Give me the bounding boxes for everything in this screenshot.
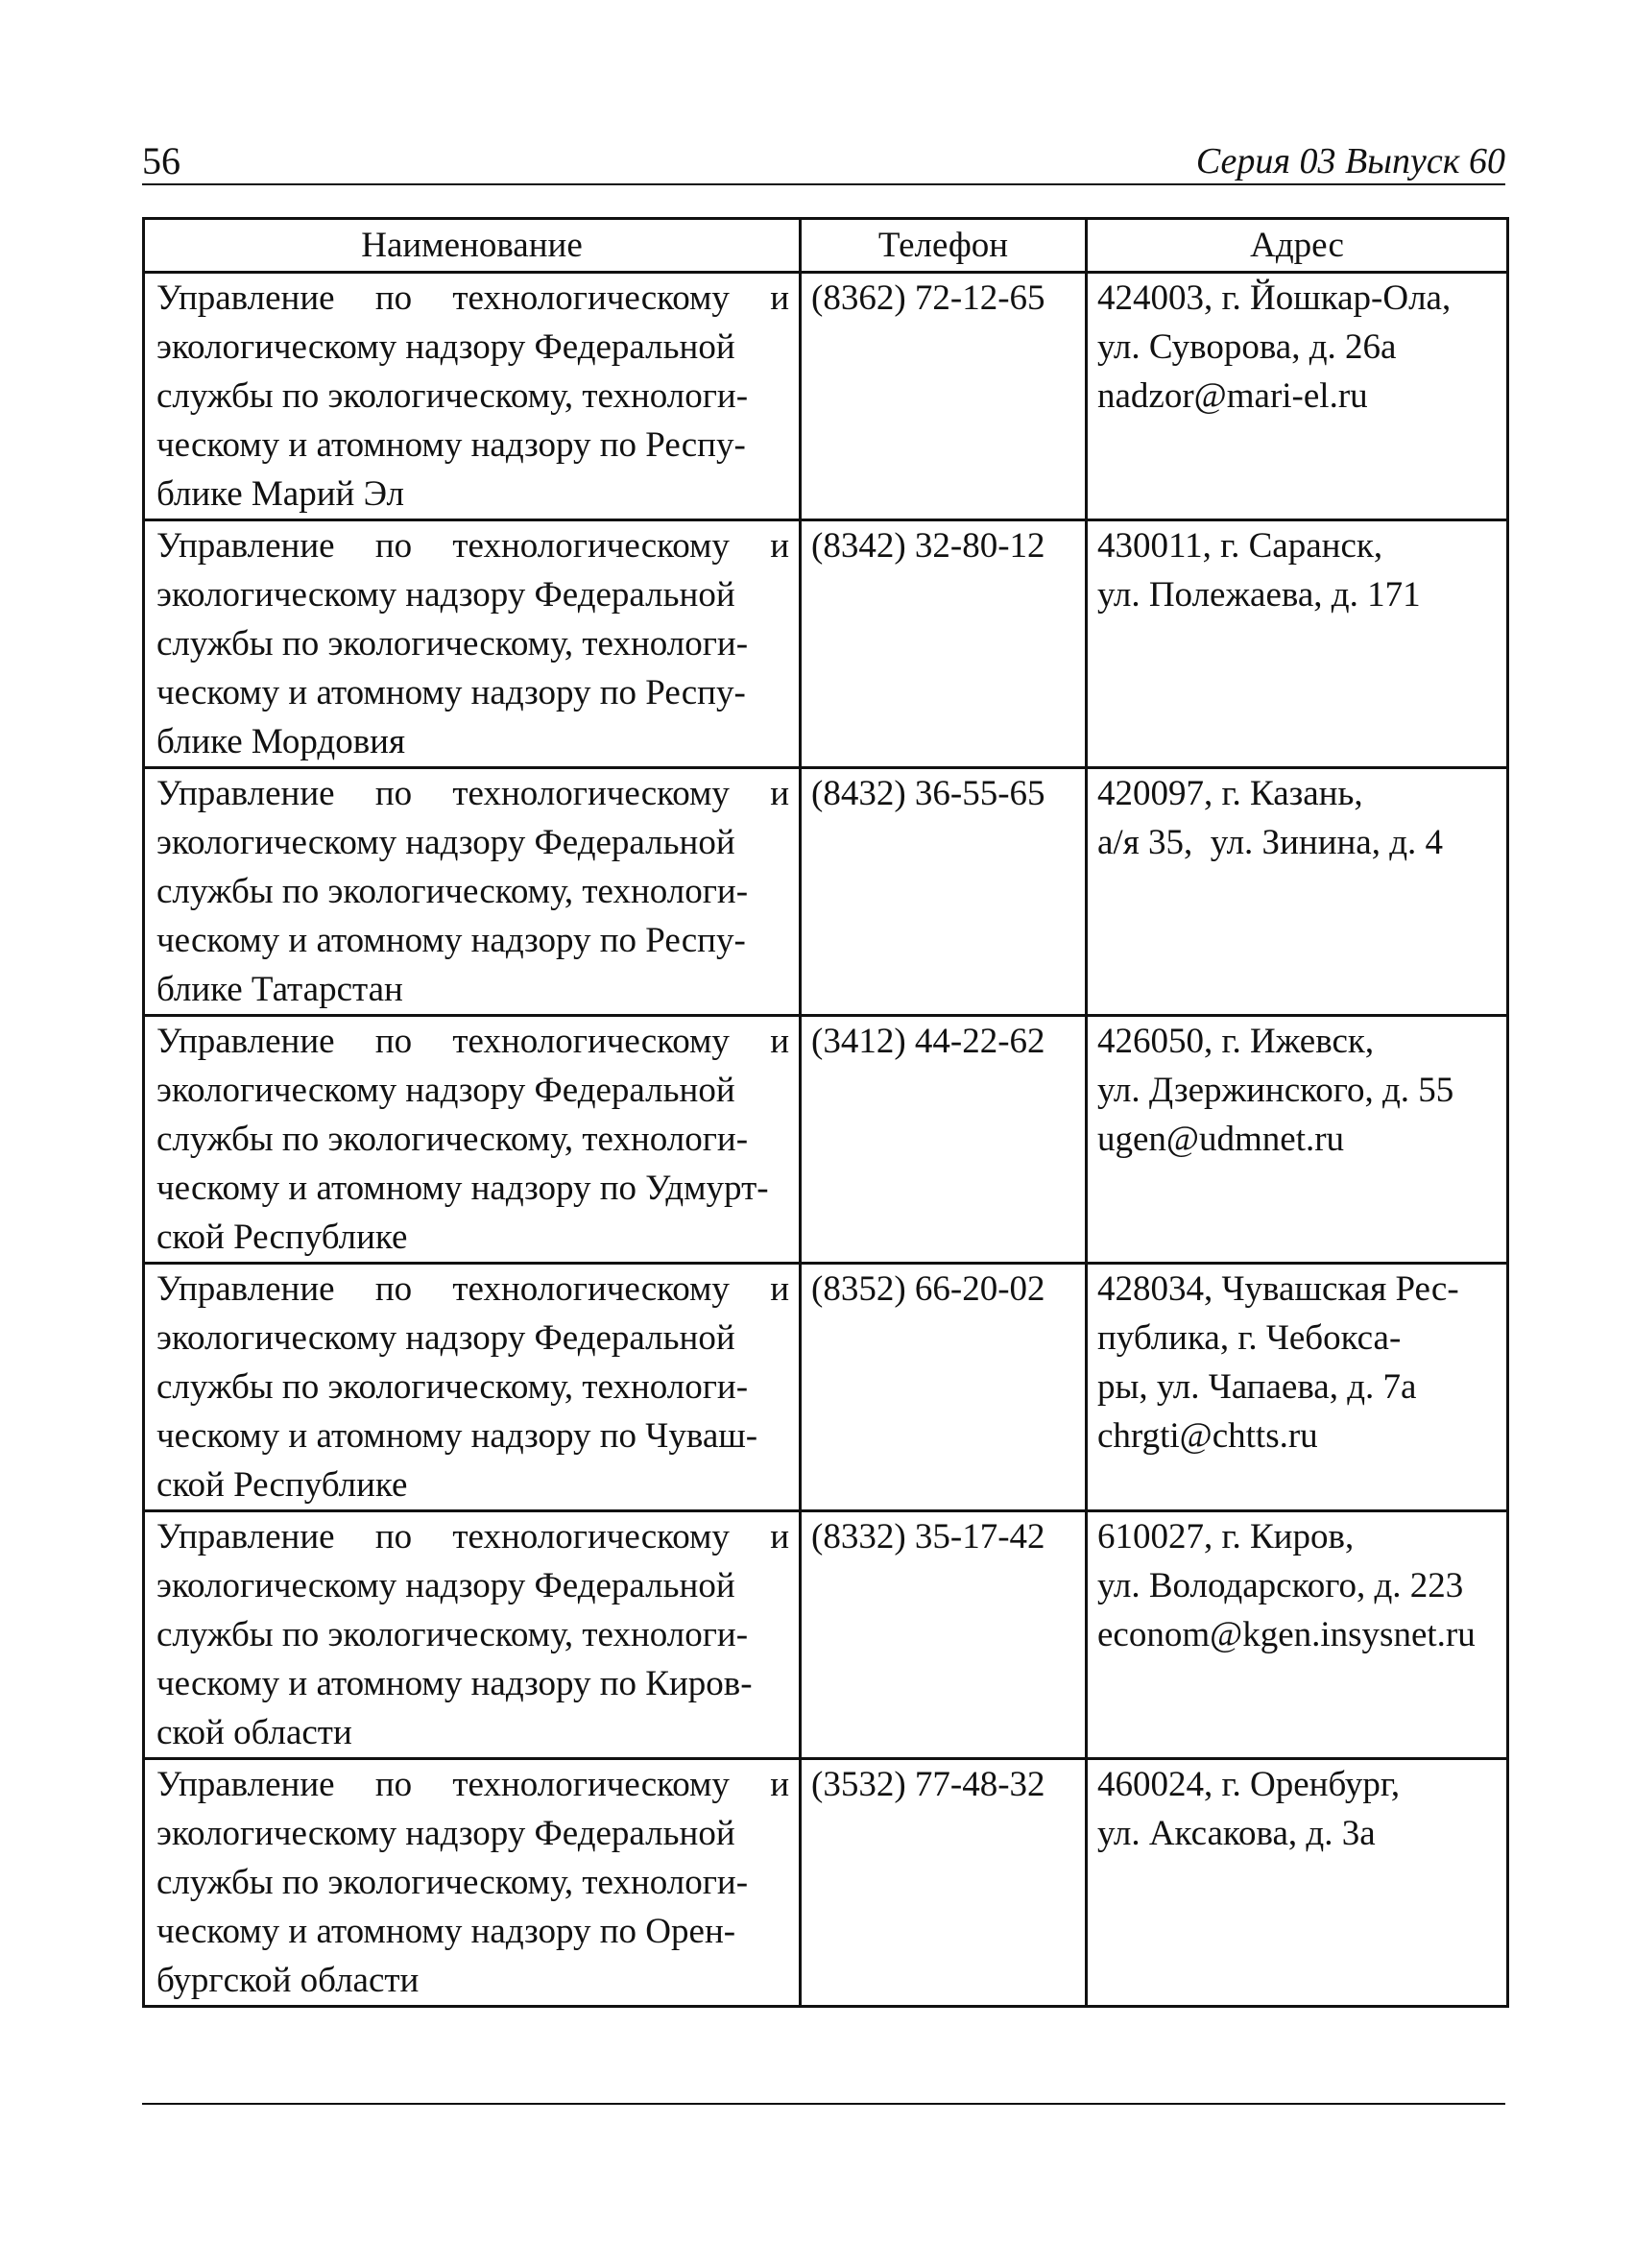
name-line: Управление по технологическому и [156,774,789,813]
column-header-address: Адрес [1087,219,1508,273]
address-cell [1087,273,1508,520]
phone-number: (8342) 32-80-12 [811,526,1045,566]
address-line: ул. Володарского, д. 223 [1097,1566,1464,1605]
header-rule [142,183,1505,185]
name-line: экологическому надзору Федеральной [156,1071,735,1110]
page-number: 56 [142,139,180,182]
name-line: ческому и атомному надзору по Респу- [156,673,746,712]
address-cell [1087,1264,1508,1511]
phone-number: (8362) 72-12-65 [811,278,1045,318]
column-header-name: Наименование [144,219,801,273]
email-address: econom@kgen.insysnet.ru [1097,1615,1476,1654]
agency-name-cell [144,273,801,520]
address-line: 610027, г. Киров, [1097,1517,1355,1556]
name-line: блике Татарстан [156,970,403,1009]
name-line: ской области [156,1713,352,1752]
phone-number: (3412) 44-22-62 [811,1022,1045,1061]
name-line: службы по экологическому, технологи- [156,1367,749,1407]
phone-cell [801,1759,1087,2007]
name-line: ческому и атомному надзору по Респу- [156,921,746,960]
address-line: публика, г. Чебокса- [1097,1318,1402,1358]
phone-cell [801,1016,1087,1264]
name-line: экологическому надзору Федеральной [156,823,735,862]
address-line: а/я 35, ул. Зинина, д. 4 [1097,823,1444,862]
phone-cell [801,768,1087,1016]
name-line: Управление по технологическому и [156,1022,789,1061]
address-line: 420097, г. Казань, [1097,774,1363,813]
phone-number: (8352) 66-20-02 [811,1269,1045,1309]
name-line: ческому и атомному надзору по Удмурт- [156,1169,769,1208]
email-address: chrgti@chtts.ru [1097,1416,1318,1456]
phone-cell [801,520,1087,768]
address-line: ул. Суворова, д. 26а [1097,327,1397,367]
name-line: блике Мордовия [156,722,405,761]
name-line: ской Республике [156,1465,408,1505]
name-line: службы по экологическому, технологи- [156,1863,749,1902]
phone-number: (8332) 35-17-42 [811,1517,1045,1556]
footer-rule [142,2103,1505,2105]
name-line: блике Марий Эл [156,474,404,514]
address-cell [1087,520,1508,768]
address-line: 426050, г. Ижевск, [1097,1022,1375,1061]
name-line: экологическому надзору Федеральной [156,1318,735,1358]
phone-cell [801,1264,1087,1511]
agency-name-cell [144,768,801,1016]
column-header-phone: Телефон [801,219,1087,273]
name-line: экологическому надзору Федеральной [156,1566,735,1605]
agency-name-cell [144,1264,801,1511]
address-line: 424003, г. Йошкар-Ола, [1097,278,1452,318]
email-address: ugen@udmnet.ru [1097,1120,1345,1159]
name-line: ческому и атомному надзору по Орен- [156,1912,736,1951]
table-row [144,1016,1508,1264]
address-line: ул. Аксакова, д. 3а [1097,1814,1376,1853]
phone-number: (8432) 36-55-65 [811,774,1045,813]
page-header [142,134,1505,184]
agency-name-cell [144,520,801,768]
agency-name-cell [144,1016,801,1264]
table-row [144,1511,1508,1759]
table-header-row [144,219,1508,273]
name-line: службы по экологическому, технологи- [156,624,749,664]
address-line: 428034, Чувашская Рес- [1097,1269,1459,1309]
agency-name-cell [144,1511,801,1759]
address-cell [1087,1016,1508,1264]
address-line: ры, ул. Чапаева, д. 7а [1097,1367,1417,1407]
address-line: 430011, г. Саранск, [1097,526,1383,566]
agency-name-cell [144,1759,801,2007]
name-line: Управление по технологическому и [156,1269,789,1309]
phone-cell [801,273,1087,520]
name-line: службы по экологическому, технологи- [156,1120,749,1159]
address-cell [1087,1759,1508,2007]
phone-number: (3532) 77-48-32 [811,1765,1045,1804]
name-line: Управление по технологическому и [156,1765,789,1804]
address-line: 460024, г. Оренбург, [1097,1765,1401,1804]
table-row [144,1264,1508,1511]
name-line: ческому и атомному надзору по Чуваш- [156,1416,758,1456]
table-row [144,1759,1508,2007]
contacts-table [142,217,1509,2008]
address-cell [1087,768,1508,1016]
name-line: службы по экологическому, технологи- [156,872,749,911]
name-line: службы по экологическому, технологи- [156,1615,749,1654]
name-line: экологическому надзору Федеральной [156,327,735,367]
table-row [144,520,1508,768]
name-line: экологическому надзору Федеральной [156,575,735,615]
address-line: ул. Полежаева, д. 171 [1097,575,1421,615]
name-line: бургской области [156,1961,420,2000]
name-line: экологическому надзору Федеральной [156,1814,735,1853]
name-line: Управление по технологическому и [156,278,789,318]
name-line: службы по экологическому, технологи- [156,376,749,416]
phone-cell [801,1511,1087,1759]
table-row [144,273,1508,520]
name-line: ческому и атомному надзору по Респу- [156,425,746,465]
address-cell [1087,1511,1508,1759]
name-line: Управление по технологическому и [156,526,789,566]
table-row [144,768,1508,1016]
name-line: Управление по технологическому и [156,1517,789,1556]
email-address: nadzor@mari-el.ru [1097,376,1368,416]
name-line: ческому и атомному надзору по Киров- [156,1664,753,1703]
series-title: Серия 03 Выпуск 60 [1195,141,1505,181]
name-line: ской Республике [156,1218,408,1257]
address-line: ул. Дзержинского, д. 55 [1097,1071,1454,1110]
